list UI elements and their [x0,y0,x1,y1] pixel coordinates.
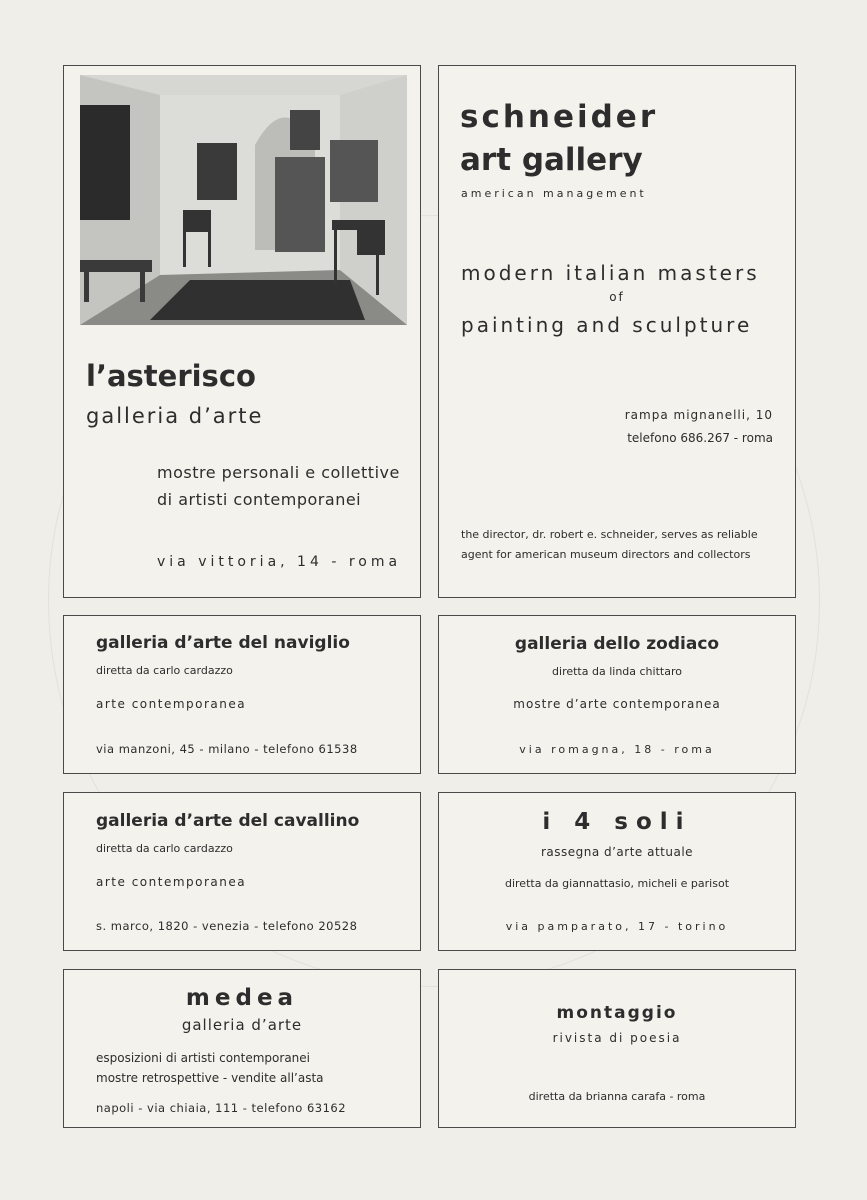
medea-address: napoli - via chiaia, 111 - telefono 63162 [96,1101,347,1115]
zodiaco-type: mostre d’arte contemporanea [513,697,721,711]
asterisco-desc-line2: di artisti contemporanei [157,490,362,509]
medea-subtitle: galleria d’arte [181,1016,303,1034]
asterisco-address: via vittoria, 14 - roma [157,554,402,570]
soli-directors: diretta da giannattasio, micheli e parisot [504,877,730,890]
cavallino-address: s. marco, 1820 - venezia - telefono 20528 [96,919,358,933]
schneider-tagline-line2: of [609,290,625,304]
ad-medea [63,969,421,1128]
asterisco-subtitle: galleria d’arte [86,404,264,428]
cavallino-name: galleria d’arte del cavallino [96,811,360,831]
ad-cavallino [63,792,421,951]
zodiaco-name: galleria dello zodiaco [514,634,720,654]
montaggio-director: diretta da brianna carafa - roma [528,1090,706,1103]
naviglio-type: arte contemporanea [96,697,247,711]
naviglio-name: galleria d’arte del naviglio [96,633,350,653]
ad-asterisco [63,65,421,598]
soli-address: via pamparato, 17 - torino [505,920,729,933]
soli-subtitle: rassegna d’arte attuale [540,845,694,859]
zodiaco-director: diretta da linda chittaro [552,665,682,678]
soli-name: i 4 soli [542,809,692,835]
schneider-phone: telefono 686.267 - roma [627,431,773,445]
schneider-name-line1: schneider [460,99,659,135]
ad-zodiaco [438,615,796,774]
naviglio-address: via manzoni, 45 - milano - telefono 61538 [96,742,358,756]
naviglio-director: diretta da carlo cardazzo [96,664,233,677]
ad-schneider [438,65,796,598]
montaggio-subtitle: rivista di poesia [552,1031,682,1045]
medea-name: medea [185,985,299,1011]
ad-naviglio [63,615,421,774]
schneider-tagline-line1: modern italian masters [461,261,760,285]
ad-i-4-soli [438,792,796,951]
schneider-note-line2: agent for american museum directors and collectors [461,548,751,561]
schneider-address: rampa mignanelli, 10 [624,408,773,422]
schneider-management: american management [461,187,647,200]
medea-desc-line1: esposizioni di artisti contemporanei [96,1051,310,1065]
gallery-photo [80,75,407,325]
asterisco-name: l’asterisco [86,359,256,393]
cavallino-director: diretta da carlo cardazzo [96,842,233,855]
asterisco-desc-line1: mostre personali e collettive [157,463,400,482]
montaggio-name: montaggio [556,1003,678,1023]
schneider-name-line2: art gallery [460,142,643,178]
zodiaco-address: via romagna, 18 - roma [519,743,715,756]
cavallino-type: arte contemporanea [96,875,247,889]
medea-desc-line2: mostre retrospettive - vendite all’asta [96,1071,324,1085]
schneider-tagline-line3: painting and sculpture [461,313,753,337]
schneider-note-line1: the director, dr. robert e. schneider, serves as reliable [461,528,758,541]
ad-montaggio [438,969,796,1128]
